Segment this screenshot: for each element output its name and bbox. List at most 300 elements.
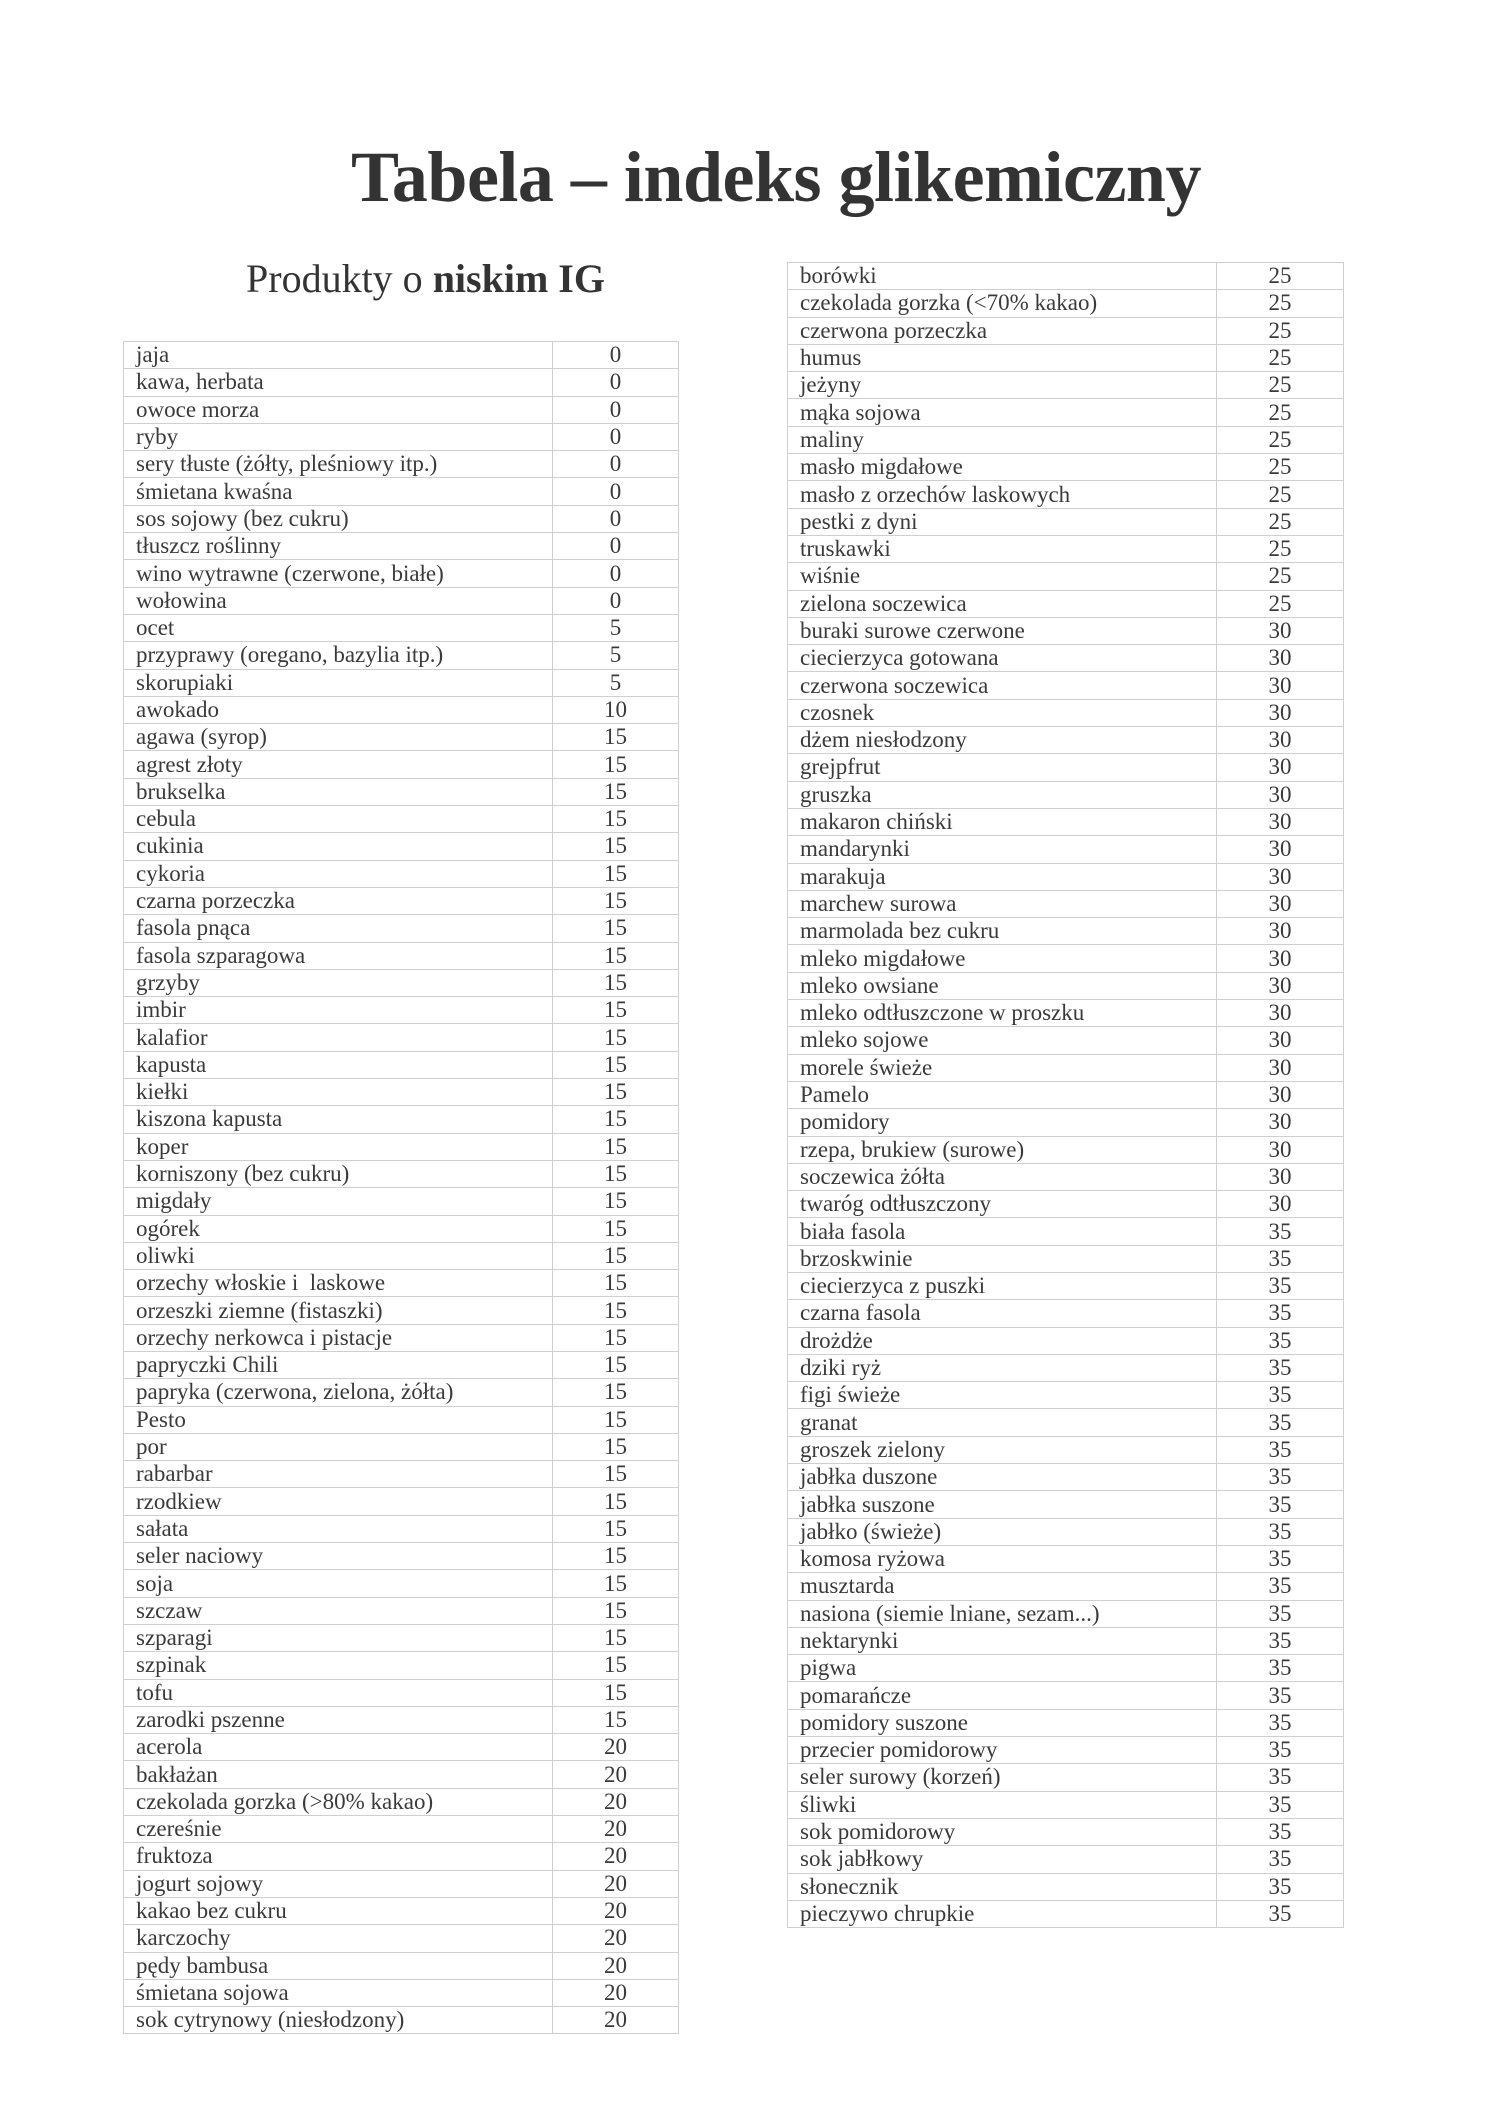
gi-value: 35: [1217, 1791, 1344, 1818]
product-name: pędy bambusa: [124, 1952, 553, 1979]
gi-value: 35: [1217, 1573, 1344, 1600]
table-row: [124, 451, 679, 478]
table-row: [124, 1788, 679, 1815]
product-name: grzyby: [124, 969, 553, 996]
product-name: sałata: [124, 1515, 553, 1542]
table-row: [788, 699, 1344, 726]
gi-value: 0: [553, 396, 679, 423]
gi-value: 35: [1217, 1409, 1344, 1436]
table-row: [124, 1188, 679, 1215]
gi-value: 25: [1217, 344, 1344, 371]
product-name: czerwona soczewica: [788, 672, 1217, 699]
product-name: czarna fasola: [788, 1300, 1217, 1327]
product-name: mleko migdałowe: [788, 945, 1217, 972]
product-name: makaron chiński: [788, 808, 1217, 835]
table-row: [788, 1327, 1344, 1354]
gi-value: 35: [1217, 1436, 1344, 1463]
table-row: [788, 1900, 1344, 1927]
table-row: [124, 1024, 679, 1051]
gi-value: 30: [1217, 836, 1344, 863]
table-row: [124, 478, 679, 505]
gi-value: 30: [1217, 754, 1344, 781]
product-name: czerwona porzeczka: [788, 317, 1217, 344]
table-row: [788, 1027, 1344, 1054]
table-row: [124, 969, 679, 996]
table-row: [788, 1081, 1344, 1108]
table-row: [124, 997, 679, 1024]
table-row: [788, 972, 1344, 999]
gi-value: 35: [1217, 1382, 1344, 1409]
gi-value: 35: [1217, 1682, 1344, 1709]
table-row: [788, 426, 1344, 453]
gi-value: 35: [1217, 1518, 1344, 1545]
table-row: [124, 1461, 679, 1488]
product-name: jabłka duszone: [788, 1464, 1217, 1491]
table-row: [788, 1600, 1344, 1627]
product-name: ocet: [124, 614, 553, 641]
product-name: mleko odtłuszczone w proszku: [788, 1000, 1217, 1027]
table-row: [788, 454, 1344, 481]
gi-value: 25: [1217, 426, 1344, 453]
gi-value: 0: [553, 342, 679, 369]
gi-value: 15: [553, 1706, 679, 1733]
gi-value: 30: [1217, 808, 1344, 835]
table-row: [788, 945, 1344, 972]
gi-value: 15: [553, 1242, 679, 1269]
table-row: [124, 696, 679, 723]
table-row: [124, 1925, 679, 1952]
product-name: soja: [124, 1570, 553, 1597]
gi-value: 35: [1217, 1764, 1344, 1791]
product-name: orzechy nerkowca i pistacje: [124, 1324, 553, 1351]
gi-value: 0: [553, 369, 679, 396]
table-row: [788, 1627, 1344, 1654]
product-name: dżem niesłodzony: [788, 727, 1217, 754]
product-name: dziki ryż: [788, 1354, 1217, 1381]
table-row: [788, 1272, 1344, 1299]
product-name: marchew surowa: [788, 890, 1217, 917]
table-row: [788, 1682, 1344, 1709]
gi-value: 20: [553, 2007, 679, 2034]
table-row: [788, 1054, 1344, 1081]
gi-value: 15: [553, 1652, 679, 1679]
table-row: [788, 317, 1344, 344]
product-name: sok pomidorowy: [788, 1818, 1217, 1845]
gi-value: 15: [553, 1024, 679, 1051]
product-name: rabarbar: [124, 1461, 553, 1488]
table-row: [788, 1136, 1344, 1163]
product-name: seler surowy (korzeń): [788, 1764, 1217, 1791]
table-row: [788, 1846, 1344, 1873]
gi-value: 35: [1217, 1627, 1344, 1654]
product-name: buraki surowe czerwone: [788, 617, 1217, 644]
gi-value: 15: [553, 1215, 679, 1242]
gi-value: 15: [553, 1679, 679, 1706]
gi-value: 15: [553, 751, 679, 778]
product-name: orzeszki ziemne (fistaszki): [124, 1297, 553, 1324]
page-title: Tabela – indeks glikemiczny: [351, 137, 1201, 218]
gi-value: 15: [553, 1297, 679, 1324]
product-name: agrest złoty: [124, 751, 553, 778]
gi-value: 15: [553, 969, 679, 996]
product-name: przecier pomidorowy: [788, 1737, 1217, 1764]
gi-value: 35: [1217, 1900, 1344, 1927]
product-name: twaróg odtłuszczony: [788, 1191, 1217, 1218]
product-name: korniszony (bez cukru): [124, 1160, 553, 1187]
table-row: [788, 1545, 1344, 1572]
product-name: czekolada gorzka (<70% kakao): [788, 290, 1217, 317]
table-row: [124, 1570, 679, 1597]
product-name: fruktoza: [124, 1843, 553, 1870]
gi-value: 25: [1217, 590, 1344, 617]
product-name: zielona soczewica: [788, 590, 1217, 617]
table-row: [124, 1270, 679, 1297]
product-name: gruszka: [788, 781, 1217, 808]
table-row: [788, 590, 1344, 617]
table-row: [124, 1597, 679, 1624]
gi-value: 0: [553, 451, 679, 478]
gi-value: 20: [553, 1897, 679, 1924]
table-row: [124, 1843, 679, 1870]
table-row: [124, 1051, 679, 1078]
table-row: [788, 1436, 1344, 1463]
gi-value: 20: [553, 1952, 679, 1979]
table-row: [788, 1818, 1344, 1845]
table-row: [788, 727, 1344, 754]
gi-value: 35: [1217, 1600, 1344, 1627]
product-name: śmietana sojowa: [124, 1979, 553, 2006]
gi-value: 15: [553, 1433, 679, 1460]
product-name: śmietana kwaśna: [124, 478, 553, 505]
gi-value: 20: [553, 1843, 679, 1870]
table-row: [788, 1709, 1344, 1736]
table-row: [788, 1409, 1344, 1436]
gi-value: 25: [1217, 563, 1344, 590]
product-name: szpinak: [124, 1652, 553, 1679]
product-name: pestki z dyni: [788, 508, 1217, 535]
gi-value: 30: [1217, 781, 1344, 808]
gi-value: 15: [553, 1051, 679, 1078]
product-name: czekolada gorzka (>80% kakao): [124, 1788, 553, 1815]
product-name: ryby: [124, 423, 553, 450]
product-name: maliny: [788, 426, 1217, 453]
table-row: [124, 560, 679, 587]
table-row: [124, 724, 679, 751]
gi-value: 15: [553, 942, 679, 969]
gi-value: 30: [1217, 1109, 1344, 1136]
product-name: pigwa: [788, 1655, 1217, 1682]
table-row: [124, 1351, 679, 1378]
gi-value: 30: [1217, 1027, 1344, 1054]
table-row: [788, 1464, 1344, 1491]
product-name: humus: [788, 344, 1217, 371]
gi-value: 35: [1217, 1464, 1344, 1491]
table-row: [788, 290, 1344, 317]
gi-value: 20: [553, 1761, 679, 1788]
gi-value: 20: [553, 1925, 679, 1952]
gi-value: 25: [1217, 317, 1344, 344]
table-row: [788, 535, 1344, 562]
product-name: kiełki: [124, 1079, 553, 1106]
product-name: słonecznik: [788, 1873, 1217, 1900]
gi-value: 15: [553, 1624, 679, 1651]
gi-value: 35: [1217, 1873, 1344, 1900]
product-name: szczaw: [124, 1597, 553, 1624]
gi-value: 20: [553, 1870, 679, 1897]
table-row: [788, 372, 1344, 399]
table-row: [124, 587, 679, 614]
low-gi-table-left: [123, 341, 679, 2034]
table-row: [788, 1245, 1344, 1272]
product-name: wołowina: [124, 587, 553, 614]
gi-value: 30: [1217, 1000, 1344, 1027]
product-name: awokado: [124, 696, 553, 723]
gi-value: 15: [553, 1406, 679, 1433]
section-heading-bold: niskim IG: [432, 256, 605, 301]
gi-value: 35: [1217, 1327, 1344, 1354]
product-name: pieczywo chrupkie: [788, 1900, 1217, 1927]
product-name: czereśnie: [124, 1816, 553, 1843]
table-row: [124, 396, 679, 423]
product-name: zarodki pszenne: [124, 1706, 553, 1733]
gi-value: 10: [553, 696, 679, 723]
table-row: [788, 1737, 1344, 1764]
table-row: [788, 808, 1344, 835]
gi-value: 0: [553, 587, 679, 614]
gi-value: 30: [1217, 1054, 1344, 1081]
product-name: bakłażan: [124, 1761, 553, 1788]
product-name: brzoskwinie: [788, 1245, 1217, 1272]
gi-value: 25: [1217, 372, 1344, 399]
product-name: rzodkiew: [124, 1488, 553, 1515]
gi-value: 15: [553, 1188, 679, 1215]
product-name: jabłko (świeże): [788, 1518, 1217, 1545]
gi-value: 15: [553, 1597, 679, 1624]
table-row: [788, 645, 1344, 672]
table-row: [124, 1679, 679, 1706]
table-row: [788, 1354, 1344, 1381]
gi-value: 35: [1217, 1354, 1344, 1381]
gi-value: 25: [1217, 535, 1344, 562]
product-name: wiśnie: [788, 563, 1217, 590]
product-name: pomidory: [788, 1109, 1217, 1136]
table-row: [124, 1215, 679, 1242]
gi-value: 20: [553, 1979, 679, 2006]
product-name: agawa (syrop): [124, 724, 553, 751]
product-name: jogurt sojowy: [124, 1870, 553, 1897]
table-row: [788, 1573, 1344, 1600]
table-row: [124, 778, 679, 805]
product-name: seler naciowy: [124, 1543, 553, 1570]
gi-value: 25: [1217, 290, 1344, 317]
gi-value: 15: [553, 1570, 679, 1597]
low-gi-table-right: [787, 262, 1344, 1928]
gi-value: 30: [1217, 918, 1344, 945]
table-row: [788, 1191, 1344, 1218]
gi-value: 35: [1217, 1545, 1344, 1572]
table-row: [124, 806, 679, 833]
table-row: [124, 614, 679, 641]
product-name: papryczki Chili: [124, 1351, 553, 1378]
gi-value: 25: [1217, 399, 1344, 426]
table-row: [124, 1488, 679, 1515]
product-name: sos sojowy (bez cukru): [124, 505, 553, 532]
product-name: rzepa, brukiew (surowe): [788, 1136, 1217, 1163]
product-name: mandarynki: [788, 836, 1217, 863]
gi-value: 30: [1217, 1081, 1344, 1108]
table-row: [124, 1952, 679, 1979]
product-name: truskawki: [788, 535, 1217, 562]
table-row: [124, 1816, 679, 1843]
table-row: [788, 1791, 1344, 1818]
product-name: migdały: [124, 1188, 553, 1215]
table-row: [124, 887, 679, 914]
table-row: [788, 399, 1344, 426]
product-name: koper: [124, 1133, 553, 1160]
product-name: pomarańcze: [788, 1682, 1217, 1709]
table-row: [124, 1160, 679, 1187]
gi-value: 30: [1217, 1163, 1344, 1190]
product-name: orzechy włoskie i laskowe: [124, 1270, 553, 1297]
gi-value: 35: [1217, 1218, 1344, 1245]
gi-value: 35: [1217, 1737, 1344, 1764]
table-row: [788, 344, 1344, 371]
product-name: owoce morza: [124, 396, 553, 423]
gi-value: 5: [553, 669, 679, 696]
table-row: [124, 423, 679, 450]
section-heading-prefix: Produkty o: [246, 256, 433, 301]
product-name: kalafior: [124, 1024, 553, 1051]
product-name: brukselka: [124, 778, 553, 805]
table-row: [124, 1433, 679, 1460]
gi-value: 0: [553, 478, 679, 505]
gi-value: 15: [553, 860, 679, 887]
product-name: przyprawy (oregano, bazylia itp.): [124, 642, 553, 669]
table-row: [124, 1406, 679, 1433]
product-name: figi świeże: [788, 1382, 1217, 1409]
table-row: [788, 918, 1344, 945]
table-row: [124, 1979, 679, 2006]
table-row: [124, 915, 679, 942]
gi-value: 15: [553, 833, 679, 860]
product-name: masło z orzechów laskowych: [788, 481, 1217, 508]
gi-value: 5: [553, 614, 679, 641]
gi-value: 15: [553, 1270, 679, 1297]
product-name: ciecierzyca gotowana: [788, 645, 1217, 672]
gi-value: 30: [1217, 617, 1344, 644]
product-name: cebula: [124, 806, 553, 833]
table-row: [124, 1652, 679, 1679]
product-name: komosa ryżowa: [788, 1545, 1217, 1572]
table-row: [788, 754, 1344, 781]
table-row: [124, 1379, 679, 1406]
product-name: karczochy: [124, 1925, 553, 1952]
gi-value: 15: [553, 1379, 679, 1406]
table-row: [124, 1133, 679, 1160]
table-row: [124, 1297, 679, 1324]
gi-value: 15: [553, 1160, 679, 1187]
gi-value: 35: [1217, 1818, 1344, 1845]
product-name: por: [124, 1433, 553, 1460]
table-row: [788, 781, 1344, 808]
table-row: [788, 1764, 1344, 1791]
table-row: [124, 751, 679, 778]
product-name: drożdże: [788, 1327, 1217, 1354]
product-name: kawa, herbata: [124, 369, 553, 396]
product-name: Pamelo: [788, 1081, 1217, 1108]
gi-value: 15: [553, 806, 679, 833]
product-name: Pesto: [124, 1406, 553, 1433]
table-row: [124, 1734, 679, 1761]
gi-value: 15: [553, 1133, 679, 1160]
product-name: wino wytrawne (czerwone, białe): [124, 560, 553, 587]
table-row: [124, 1515, 679, 1542]
gi-value: 35: [1217, 1709, 1344, 1736]
table-row: [124, 942, 679, 969]
gi-value: 25: [1217, 508, 1344, 535]
gi-value: 15: [553, 724, 679, 751]
product-name: śliwki: [788, 1791, 1217, 1818]
product-name: skorupiaki: [124, 669, 553, 696]
table-row: [124, 1761, 679, 1788]
table-row: [788, 617, 1344, 644]
product-name: biała fasola: [788, 1218, 1217, 1245]
table-row: [124, 533, 679, 560]
gi-value: 30: [1217, 645, 1344, 672]
product-name: czosnek: [788, 699, 1217, 726]
table-row: [788, 1873, 1344, 1900]
product-name: mleko sojowe: [788, 1027, 1217, 1054]
gi-value: 15: [553, 1079, 679, 1106]
table-row: [124, 1242, 679, 1269]
gi-value: 35: [1217, 1300, 1344, 1327]
gi-value: 35: [1217, 1655, 1344, 1682]
table-row: [788, 481, 1344, 508]
product-name: cykoria: [124, 860, 553, 887]
product-name: granat: [788, 1409, 1217, 1436]
table-row: [124, 1870, 679, 1897]
gi-value: 25: [1217, 263, 1344, 290]
table-row: [124, 369, 679, 396]
gi-value: 15: [553, 1106, 679, 1133]
product-name: mleko owsiane: [788, 972, 1217, 999]
gi-value: 15: [553, 1351, 679, 1378]
table-row: [788, 1109, 1344, 1136]
gi-value: 15: [553, 1461, 679, 1488]
product-name: acerola: [124, 1734, 553, 1761]
gi-value: 15: [553, 1488, 679, 1515]
product-name: borówki: [788, 263, 1217, 290]
gi-value: 15: [553, 778, 679, 805]
table-row: [788, 1382, 1344, 1409]
product-name: masło migdałowe: [788, 454, 1217, 481]
table-row: [788, 1655, 1344, 1682]
gi-value: 30: [1217, 945, 1344, 972]
product-name: szparagi: [124, 1624, 553, 1651]
product-name: mąka sojowa: [788, 399, 1217, 426]
product-name: kiszona kapusta: [124, 1106, 553, 1133]
gi-value: 25: [1217, 454, 1344, 481]
gi-value: 35: [1217, 1272, 1344, 1299]
product-name: marmolada bez cukru: [788, 918, 1217, 945]
table-row: [788, 1518, 1344, 1545]
gi-value: 35: [1217, 1491, 1344, 1518]
product-name: soczewica żółta: [788, 1163, 1217, 1190]
gi-value: 30: [1217, 1136, 1344, 1163]
product-name: fasola szparagowa: [124, 942, 553, 969]
product-name: cukinia: [124, 833, 553, 860]
gi-value: 15: [553, 1324, 679, 1351]
